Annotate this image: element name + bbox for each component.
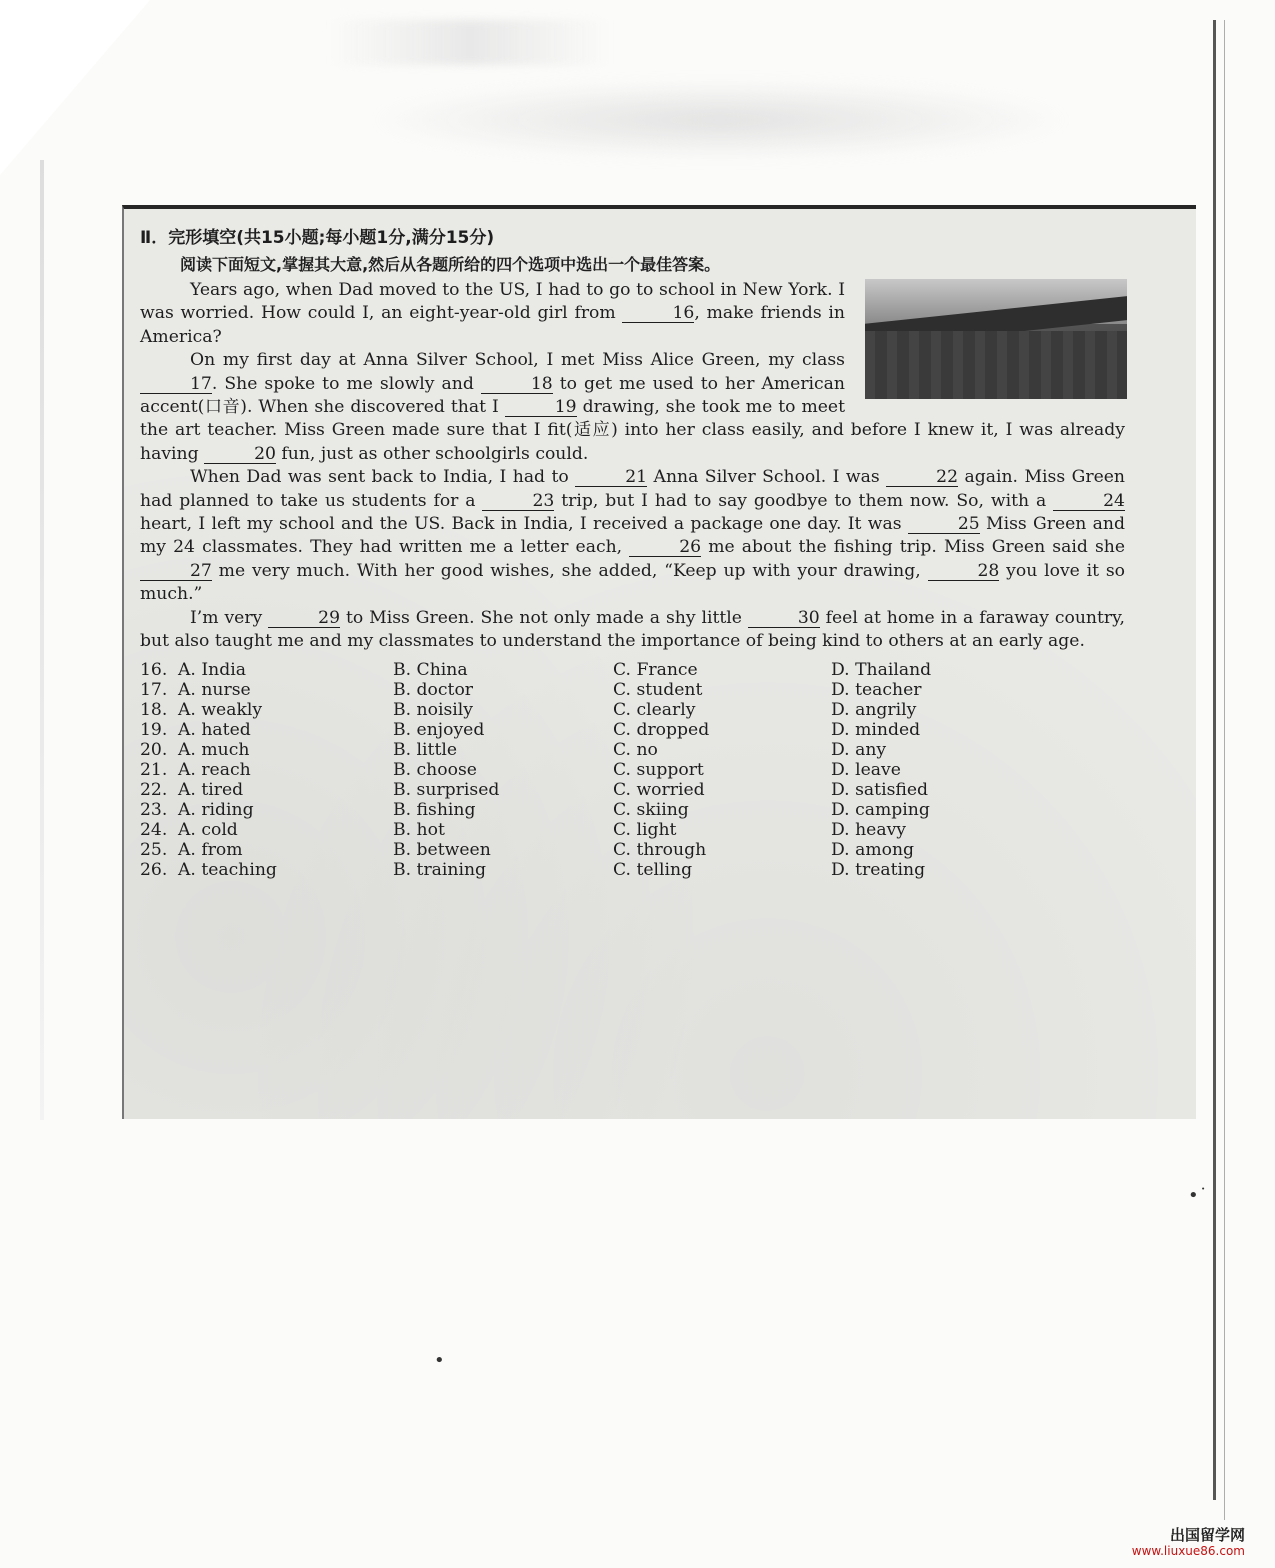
option-a: A. India: [178, 659, 246, 680]
question-number: 19.: [140, 719, 168, 740]
exam-section: [122, 205, 1196, 1119]
paragraph-2: On my first day at Anna Silver School, I met Miss Alice Green, my class 17. She spoke to me slowly and 18 to get me used to her American accent(口音). When she discovered that I 19 drawing, she took me to meet the art teacher. Miss Green made sure that I fit(适应) into her class easily, and before I knew it, I was already having 20 fun, just as other schoolgirls could.: [140, 350, 1125, 464]
option-a: A. reach: [178, 759, 251, 780]
option-d: D. among: [831, 839, 915, 860]
school-photo: [865, 279, 1127, 399]
option-a: A. much: [178, 739, 250, 760]
option-b: B. surprised: [393, 779, 500, 800]
paragraph-1: Years ago, when Dad moved to the US, I had to go to school in New York. I was worried. How could I, an eight-year-old girl from 16, make friends in America?: [140, 280, 845, 347]
option-c: C. clearly: [613, 699, 696, 720]
option-row: [140, 680, 1031, 700]
question-number: 20.: [140, 739, 168, 760]
option-b: B. choose: [393, 759, 477, 780]
question-number: 16.: [140, 659, 168, 680]
option-row: [140, 700, 1031, 720]
option-d: D. heavy: [831, 819, 907, 840]
cloze-passage: [140, 279, 1125, 654]
option-b: B. fishing: [393, 799, 476, 820]
option-row: [140, 720, 1031, 740]
option-d: D. teacher: [831, 679, 922, 700]
option-row: [140, 800, 1031, 820]
option-d: D. leave: [831, 759, 901, 780]
option-row: [140, 820, 1031, 840]
option-d: D. minded: [831, 719, 921, 740]
option-b: B. doctor: [393, 679, 474, 700]
page-edge-line: [1213, 20, 1216, 1500]
option-row: [140, 780, 1031, 800]
question-number: 17.: [140, 679, 168, 700]
option-c: C. student: [613, 679, 703, 700]
blank-23: 23: [482, 492, 554, 511]
paragraph-4: I’m very 29 to Miss Green. She not only made a shy little 30 feel at home in a faraway country, but also taught me and my classmates to understand the importance of being kind to others at an early age.: [140, 607, 1125, 652]
blank-16: 16: [622, 304, 694, 323]
option-c: C. light: [613, 819, 677, 840]
option-b: B. noisily: [393, 699, 473, 720]
question-number: 23.: [140, 799, 168, 820]
option-c: C. support: [613, 759, 704, 780]
paragraph-3: When Dad was sent back to India, I had to 21 Anna Silver School. I was 22 again. Miss Green had planned to take us students for a 23 trip, but I had to say goodbye to them now. So, with a 24 heart, I left my school and the US. Back in India, I received a package one day. It was 25 Miss Green and my 24 classmates. They had written me a letter each, 26 me about the fishing trip. Miss Green said she 27 me very much. With her good wishes, she added, “Keep up with your drawing, 28 you love it so much.”: [140, 467, 1126, 605]
option-b: B. China: [393, 659, 468, 680]
watermark-url: www.liuxue86.com: [1131, 1544, 1245, 1558]
blank-27: 27: [140, 562, 212, 581]
option-a: A. nurse: [178, 679, 251, 700]
option-c: C. France: [613, 659, 698, 680]
page-edge-line: [1224, 20, 1225, 1520]
option-d: D. camping: [831, 799, 930, 820]
answer-options-table: [140, 660, 1031, 880]
question-number: 21.: [140, 759, 168, 780]
section-heading: Ⅱ．完形填空(共15小题;每小题1分,满分15分): [140, 228, 495, 248]
option-row: [140, 740, 1031, 760]
option-d: D. satisfied: [831, 779, 929, 800]
watermark-title: 出国留学网: [1169, 1526, 1245, 1544]
option-c: C. through: [613, 839, 707, 860]
option-a: A. hated: [178, 719, 251, 740]
question-number: 25.: [140, 839, 168, 860]
question-number: 24.: [140, 819, 168, 840]
option-c: C. skiing: [613, 799, 689, 820]
section-instruction: 阅读下面短文,掌握其大意,然后从各题所给的四个选项中选出一个最佳答案。: [180, 255, 721, 274]
blank-17: 17: [140, 375, 212, 394]
page-fold-shadow: [40, 160, 44, 1120]
option-b: B. between: [393, 839, 491, 860]
option-c: C. worried: [613, 779, 705, 800]
blank-29: 29: [268, 609, 340, 628]
option-row: [140, 860, 1031, 880]
option-b: B. hot: [393, 819, 445, 840]
option-b: B. enjoyed: [393, 719, 485, 740]
blank-18: 18: [481, 375, 553, 394]
folded-corner: [0, 0, 150, 175]
question-number: 26.: [140, 859, 168, 880]
option-c: C. telling: [613, 859, 693, 880]
blank-21: 21: [575, 468, 647, 487]
scan-mark: •: [434, 1350, 445, 1371]
option-row: [140, 840, 1031, 860]
option-row: [140, 760, 1031, 780]
scan-mark: •˙: [1188, 1185, 1208, 1206]
option-a: A. from: [178, 839, 243, 860]
question-number: 18.: [140, 699, 168, 720]
option-b: B. little: [393, 739, 458, 760]
option-c: C. no: [613, 739, 658, 760]
option-c: C. dropped: [613, 719, 710, 740]
exam-content: [140, 223, 1125, 880]
blank-20: 20: [204, 445, 276, 464]
blank-28: 28: [928, 562, 1000, 581]
blank-30: 30: [748, 609, 820, 628]
blank-26: 26: [629, 538, 701, 557]
option-a: A. teaching: [178, 859, 277, 880]
blank-19: 19: [505, 398, 577, 417]
blank-24: 24: [1053, 492, 1125, 511]
blank-22: 22: [886, 468, 958, 487]
option-a: A. tired: [178, 779, 244, 800]
question-number: 22.: [140, 779, 168, 800]
option-d: D. angrily: [831, 699, 917, 720]
option-d: D. Thailand: [831, 659, 932, 680]
option-b: B. training: [393, 859, 487, 880]
option-a: A. cold: [178, 819, 238, 840]
option-a: A. weakly: [178, 699, 263, 720]
bleed-through-mark: [330, 20, 610, 65]
option-d: D. treating: [831, 859, 926, 880]
bleed-through-mark: [370, 80, 1070, 160]
option-row: [140, 660, 1031, 680]
blank-25: 25: [908, 515, 980, 534]
option-a: A. riding: [178, 799, 254, 820]
option-d: D. any: [831, 739, 887, 760]
site-watermark: [1132, 1527, 1245, 1558]
